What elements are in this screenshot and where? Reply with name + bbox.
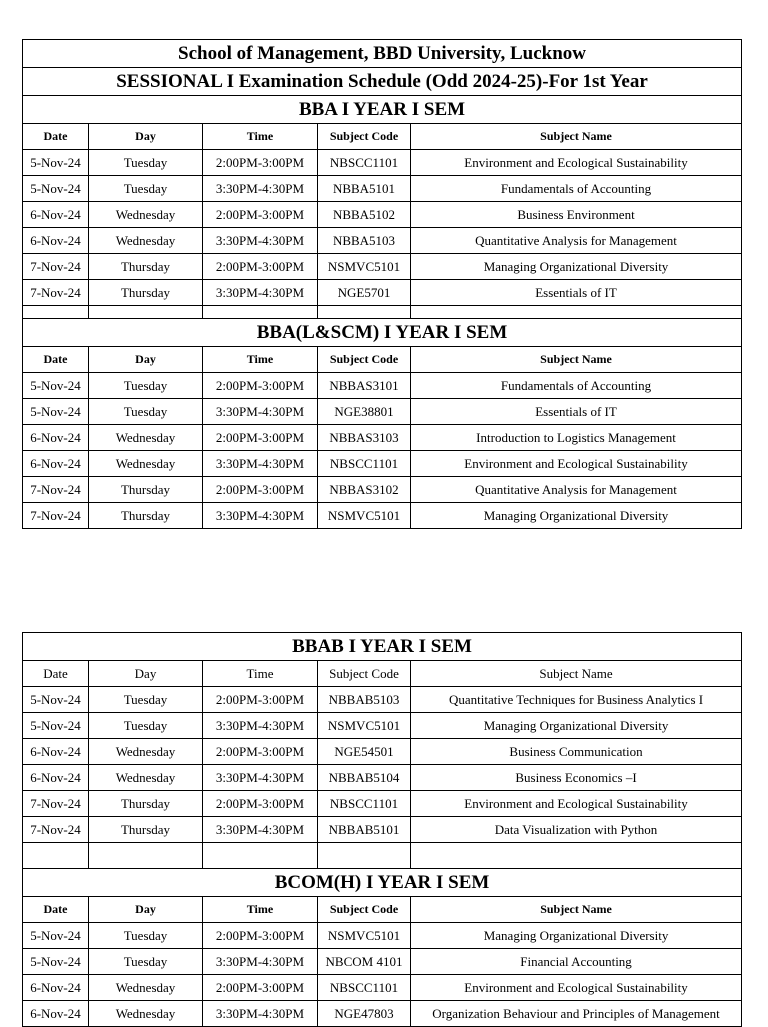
cell-time: 3:30PM-4:30PM [203, 503, 318, 529]
cell-day: Thursday [89, 503, 203, 529]
section-bbab [23, 633, 742, 869]
cell-time: 2:00PM-3:00PM [203, 739, 318, 765]
cell-time: 3:30PM-4:30PM [203, 280, 318, 306]
column-header-row [23, 347, 742, 373]
section-title-row [23, 633, 742, 661]
empty-cell [23, 843, 89, 869]
section-title: BCOM(H) I YEAR I SEM [23, 869, 742, 897]
section-title-row [23, 869, 742, 897]
cell-code: NBBAB5103 [318, 687, 411, 713]
cell-name: Financial Accounting [411, 949, 742, 975]
cell-code: NBBAS3103 [318, 425, 411, 451]
cell-date: 7-Nov-24 [23, 254, 89, 280]
cell-day: Thursday [89, 817, 203, 843]
cell-name: Managing Organizational Diversity [411, 923, 742, 949]
section-bcom-h [23, 869, 742, 1027]
cell-name: Environment and Ecological Sustainability [411, 975, 742, 1001]
cell-time: 2:00PM-3:00PM [203, 791, 318, 817]
table-row [23, 373, 742, 399]
cell-day: Thursday [89, 791, 203, 817]
column-header-row [23, 661, 742, 687]
cell-code: NBBAB5101 [318, 817, 411, 843]
cell-time: 2:00PM-3:00PM [203, 373, 318, 399]
column-header-time: Time [203, 661, 318, 687]
column-header-time: Time [203, 897, 318, 923]
cell-day: Wednesday [89, 739, 203, 765]
cell-code: NGE5701 [318, 280, 411, 306]
empty-row [23, 306, 742, 319]
cell-day: Wednesday [89, 451, 203, 477]
cell-time: 3:30PM-4:30PM [203, 1001, 318, 1027]
column-header-date: Date [23, 124, 89, 150]
cell-code: NGE54501 [318, 739, 411, 765]
section-title-row [23, 96, 742, 124]
schedule-table-page-1 [22, 39, 742, 529]
column-header-name: Subject Name [411, 347, 742, 373]
cell-name: Introduction to Logistics Management [411, 425, 742, 451]
section-bba [23, 96, 742, 319]
column-header-day: Day [89, 347, 203, 373]
empty-cell [89, 306, 203, 319]
cell-day: Wednesday [89, 975, 203, 1001]
cell-code: NSMVC5101 [318, 254, 411, 280]
cell-name: Fundamentals of Accounting [411, 373, 742, 399]
cell-time: 2:00PM-3:00PM [203, 150, 318, 176]
cell-name: Quantitative Analysis for Management [411, 228, 742, 254]
cell-day: Tuesday [89, 150, 203, 176]
cell-code: NBSCC1101 [318, 150, 411, 176]
cell-day: Tuesday [89, 176, 203, 202]
empty-cell [23, 306, 89, 319]
schedule-title-row [23, 68, 742, 96]
table-row [23, 399, 742, 425]
cell-time: 3:30PM-4:30PM [203, 451, 318, 477]
cell-date: 7-Nov-24 [23, 477, 89, 503]
cell-code: NGE47803 [318, 1001, 411, 1027]
cell-code: NBSCC1101 [318, 451, 411, 477]
cell-date: 6-Nov-24 [23, 1001, 89, 1027]
cell-name: Business Environment [411, 202, 742, 228]
cell-name: Business Economics –I [411, 765, 742, 791]
cell-date: 5-Nov-24 [23, 176, 89, 202]
table-row [23, 713, 742, 739]
cell-date: 6-Nov-24 [23, 739, 89, 765]
cell-time: 3:30PM-4:30PM [203, 176, 318, 202]
table-row [23, 817, 742, 843]
cell-day: Thursday [89, 280, 203, 306]
column-header-time: Time [203, 347, 318, 373]
cell-name: Environment and Ecological Sustainability [411, 150, 742, 176]
cell-date: 7-Nov-24 [23, 817, 89, 843]
cell-date: 6-Nov-24 [23, 975, 89, 1001]
cell-code: NBBAS3102 [318, 477, 411, 503]
column-header-row [23, 124, 742, 150]
table-row [23, 150, 742, 176]
table-row [23, 975, 742, 1001]
cell-time: 2:00PM-3:00PM [203, 975, 318, 1001]
cell-code: NBBA5103 [318, 228, 411, 254]
cell-code: NSMVC5101 [318, 923, 411, 949]
cell-code: NSMVC5101 [318, 713, 411, 739]
cell-name: Essentials of IT [411, 399, 742, 425]
cell-day: Tuesday [89, 399, 203, 425]
cell-date: 5-Nov-24 [23, 949, 89, 975]
table-row [23, 280, 742, 306]
cell-code: NGE38801 [318, 399, 411, 425]
cell-date: 5-Nov-24 [23, 150, 89, 176]
cell-date: 7-Nov-24 [23, 280, 89, 306]
empty-cell [203, 843, 318, 869]
cell-date: 5-Nov-24 [23, 923, 89, 949]
cell-name: Managing Organizational Diversity [411, 713, 742, 739]
cell-day: Thursday [89, 254, 203, 280]
cell-day: Thursday [89, 477, 203, 503]
column-header-date: Date [23, 347, 89, 373]
cell-time: 2:00PM-3:00PM [203, 923, 318, 949]
cell-date: 6-Nov-24 [23, 451, 89, 477]
cell-day: Tuesday [89, 949, 203, 975]
cell-name: Data Visualization with Python [411, 817, 742, 843]
cell-day: Tuesday [89, 713, 203, 739]
column-header-day: Day [89, 897, 203, 923]
cell-time: 2:00PM-3:00PM [203, 425, 318, 451]
cell-time: 3:30PM-4:30PM [203, 817, 318, 843]
cell-name: Managing Organizational Diversity [411, 254, 742, 280]
cell-time: 2:00PM-3:00PM [203, 254, 318, 280]
cell-code: NBBA5101 [318, 176, 411, 202]
cell-time: 3:30PM-4:30PM [203, 765, 318, 791]
table-row [23, 765, 742, 791]
cell-day: Wednesday [89, 1001, 203, 1027]
column-header-code: Subject Code [318, 124, 411, 150]
cell-date: 6-Nov-24 [23, 765, 89, 791]
table-row [23, 202, 742, 228]
table-row [23, 739, 742, 765]
section-title-row [23, 319, 742, 347]
empty-cell [89, 843, 203, 869]
cell-day: Wednesday [89, 228, 203, 254]
table-row [23, 228, 742, 254]
section-bba-lscm [23, 319, 742, 529]
table-row [23, 791, 742, 817]
empty-cell [318, 843, 411, 869]
cell-name: Quantitative Techniques for Business Analytics I [411, 687, 742, 713]
cell-date: 6-Nov-24 [23, 202, 89, 228]
column-header-name: Subject Name [411, 897, 742, 923]
cell-time: 2:00PM-3:00PM [203, 202, 318, 228]
column-header-code: Subject Code [318, 661, 411, 687]
table-row [23, 176, 742, 202]
table-row [23, 425, 742, 451]
university-title-row [23, 40, 742, 68]
cell-date: 7-Nov-24 [23, 791, 89, 817]
cell-code: NBBA5102 [318, 202, 411, 228]
cell-time: 3:30PM-4:30PM [203, 399, 318, 425]
schedule-title: SESSIONAL I Examination Schedule (Odd 2024-25)-For 1st Year [23, 68, 742, 96]
cell-name: Organization Behaviour and Principles of Management [411, 1001, 742, 1027]
cell-name: Essentials of IT [411, 280, 742, 306]
cell-time: 2:00PM-3:00PM [203, 687, 318, 713]
cell-time: 3:30PM-4:30PM [203, 949, 318, 975]
empty-cell [318, 306, 411, 319]
column-header-row [23, 897, 742, 923]
cell-date: 6-Nov-24 [23, 228, 89, 254]
column-header-code: Subject Code [318, 347, 411, 373]
column-header-code: Subject Code [318, 897, 411, 923]
column-header-date: Date [23, 897, 89, 923]
empty-cell [411, 306, 742, 319]
cell-name: Environment and Ecological Sustainability [411, 791, 742, 817]
table-row [23, 1001, 742, 1027]
cell-code: NBSCC1101 [318, 975, 411, 1001]
column-header-day: Day [89, 661, 203, 687]
column-header-day: Day [89, 124, 203, 150]
table-row [23, 451, 742, 477]
empty-row [23, 843, 742, 869]
cell-time: 2:00PM-3:00PM [203, 477, 318, 503]
schedule-table-page-2 [22, 632, 742, 1027]
cell-code: NBBAS3101 [318, 373, 411, 399]
cell-day: Wednesday [89, 202, 203, 228]
cell-day: Wednesday [89, 425, 203, 451]
section-title: BBA(L&SCM) I YEAR I SEM [23, 319, 742, 347]
empty-cell [411, 843, 742, 869]
cell-time: 3:30PM-4:30PM [203, 713, 318, 739]
cell-date: 5-Nov-24 [23, 399, 89, 425]
table-row [23, 503, 742, 529]
column-header-date: Date [23, 661, 89, 687]
university-title: School of Management, BBD University, Lucknow [23, 40, 742, 68]
cell-date: 5-Nov-24 [23, 687, 89, 713]
table-row [23, 923, 742, 949]
table-row [23, 254, 742, 280]
column-header-name: Subject Name [411, 661, 742, 687]
cell-day: Tuesday [89, 923, 203, 949]
cell-date: 5-Nov-24 [23, 713, 89, 739]
column-header-name: Subject Name [411, 124, 742, 150]
section-title: BBAB I YEAR I SEM [23, 633, 742, 661]
cell-name: Fundamentals of Accounting [411, 176, 742, 202]
table-row [23, 949, 742, 975]
cell-day: Tuesday [89, 687, 203, 713]
column-header-time: Time [203, 124, 318, 150]
table-row [23, 687, 742, 713]
cell-name: Environment and Ecological Sustainability [411, 451, 742, 477]
cell-code: NSMVC5101 [318, 503, 411, 529]
cell-name: Business Communication [411, 739, 742, 765]
cell-date: 7-Nov-24 [23, 503, 89, 529]
cell-date: 6-Nov-24 [23, 425, 89, 451]
section-title: BBA I YEAR I SEM [23, 96, 742, 124]
cell-date: 5-Nov-24 [23, 373, 89, 399]
cell-name: Managing Organizational Diversity [411, 503, 742, 529]
cell-time: 3:30PM-4:30PM [203, 228, 318, 254]
cell-name: Quantitative Analysis for Management [411, 477, 742, 503]
cell-code: NBBAB5104 [318, 765, 411, 791]
table-row [23, 477, 742, 503]
empty-cell [203, 306, 318, 319]
cell-day: Tuesday [89, 373, 203, 399]
cell-day: Wednesday [89, 765, 203, 791]
cell-code: NBCOM 4101 [318, 949, 411, 975]
cell-code: NBSCC1101 [318, 791, 411, 817]
